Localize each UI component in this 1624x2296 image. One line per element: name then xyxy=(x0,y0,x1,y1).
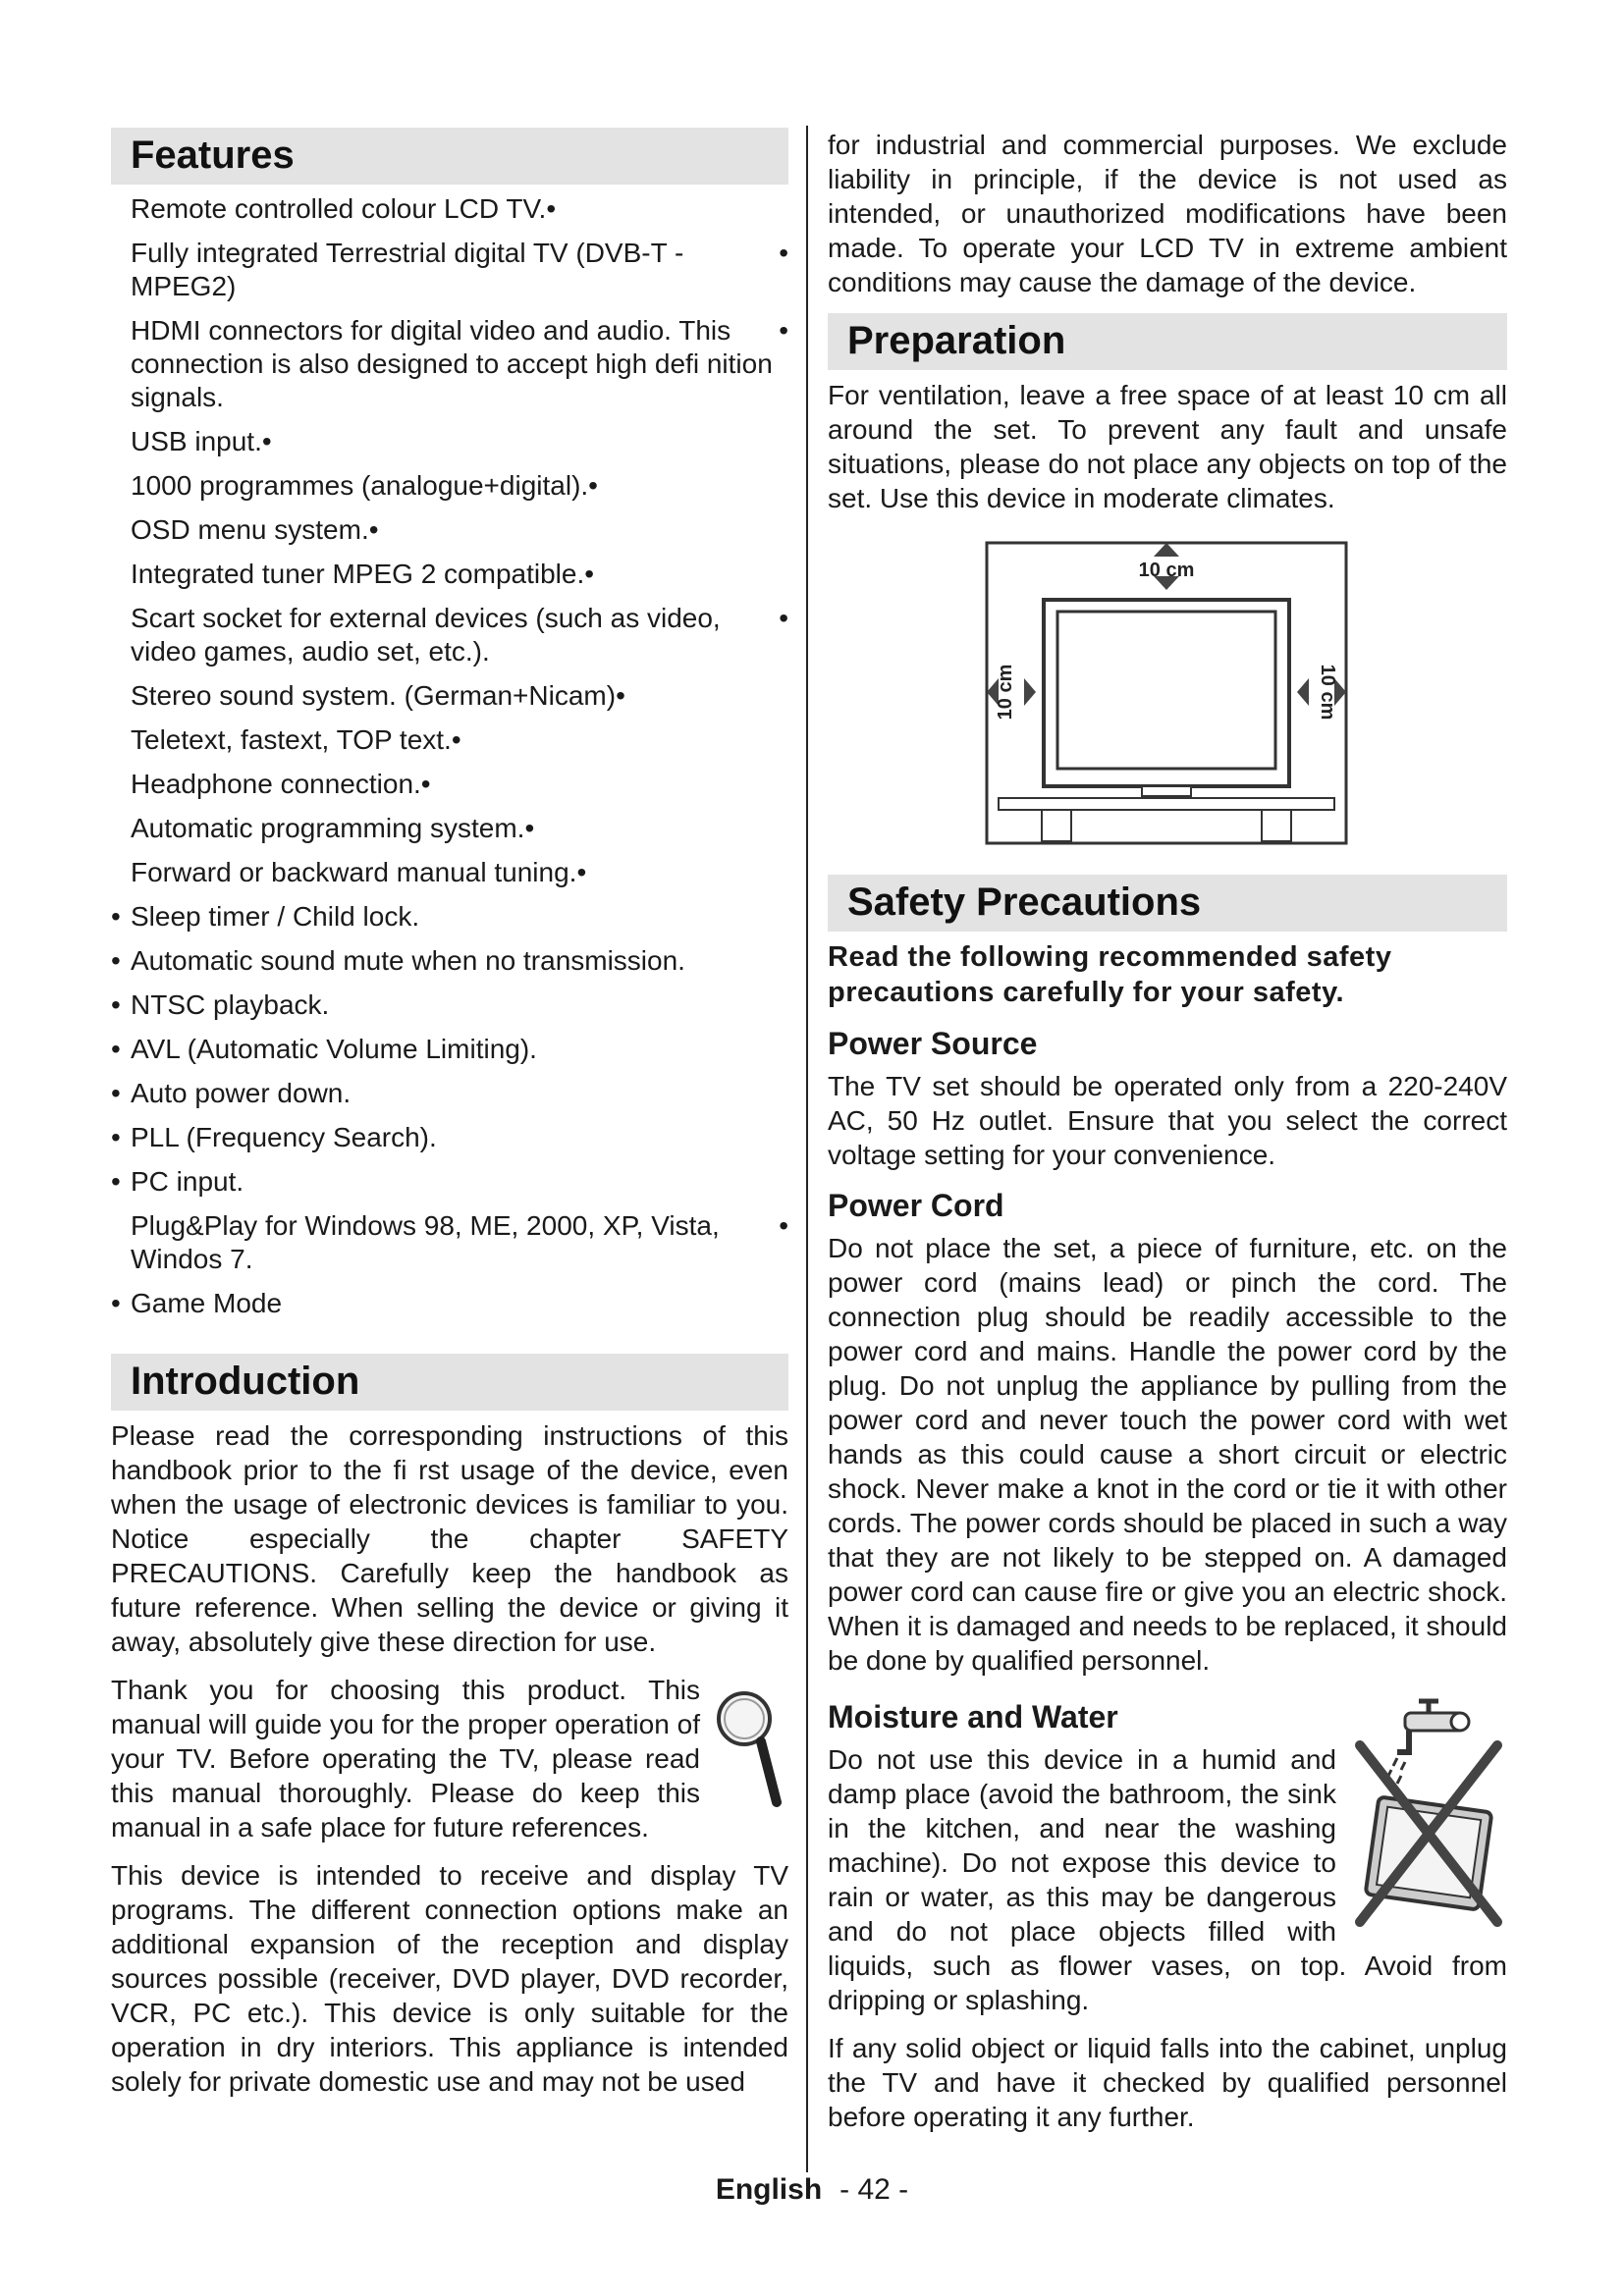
feature-item xyxy=(111,1077,788,1110)
right-column xyxy=(828,128,1507,2148)
bullet-icon: • xyxy=(779,603,788,633)
feature-item xyxy=(111,425,788,458)
feature-item-text: HDMI connectors for digital video and audio. This connection is also designed to accept high defi nition signals. xyxy=(131,315,773,412)
feature-item-text: Remote controlled colour LCD TV. xyxy=(131,193,547,224)
feature-item-text: Game Mode xyxy=(131,1288,283,1318)
introduction-paragraph-1: Please read the corresponding instructions of this handbook prior to the fi rst usage of the device, even when the usage of electronic devices is familiar to you. Notice especially the chapter SAFETY PRECAUTIONS. Carefully keep the handbook as future reference. When selling the device or giving it away, absolutely give these direction for use. xyxy=(111,1420,788,1657)
feature-item xyxy=(111,944,788,978)
feature-item xyxy=(111,1033,788,1066)
bullet-icon: • xyxy=(111,945,121,976)
bullet-icon: • xyxy=(111,989,121,1020)
feature-item xyxy=(111,513,788,547)
feature-item xyxy=(111,1121,788,1154)
feature-item-text: Plug&Play for Windows 98, ME, 2000, XP, Vista, Windos 7. xyxy=(131,1210,720,1274)
features-heading: Features xyxy=(111,128,788,185)
preparation-heading: Preparation xyxy=(828,313,1507,370)
feature-item xyxy=(111,900,788,934)
feature-item xyxy=(111,988,788,1022)
bullet-icon: • xyxy=(111,1288,121,1318)
feature-item-text: OSD menu system. xyxy=(131,514,369,545)
bullet-icon: • xyxy=(546,193,557,224)
feature-item-text: Integrated tuner MPEG 2 compatible. xyxy=(131,559,585,589)
diagram-right-label: 10 cm xyxy=(1317,664,1338,721)
bullet-icon: • xyxy=(111,901,121,932)
feature-item xyxy=(111,768,788,801)
diagram-top-label: 10 cm xyxy=(1138,560,1195,581)
feature-item xyxy=(111,558,788,591)
solid-object-text: If any solid object or liquid falls into the cabinet, unplug the TV and have it checked by qualified personnel before operating it any further. xyxy=(828,2033,1507,2132)
safety-intro: Read the following recommended safety precautions carefully for your safety. xyxy=(828,941,1392,1008)
preparation-text: For ventilation, leave a free space of at least 10 cm all around the set. To prevent any fault and unsafe situations, please do not place any objects on top of the set. Use this device in moderate climates. xyxy=(828,380,1507,513)
ventilation-diagram xyxy=(985,541,1348,845)
feature-item xyxy=(111,723,788,757)
feature-item xyxy=(111,812,788,845)
feature-item-text: PC input. xyxy=(131,1166,244,1197)
footer-page-number: - 42 - xyxy=(839,2173,909,2206)
bullet-icon: • xyxy=(779,238,788,268)
feature-item xyxy=(111,856,788,889)
bullet-icon: • xyxy=(779,315,788,346)
feature-item xyxy=(111,192,788,226)
bullet-icon: • xyxy=(451,724,461,755)
bullet-icon: • xyxy=(779,1210,788,1241)
page-footer xyxy=(0,2173,1624,2207)
feature-item-text: USB input. xyxy=(131,426,262,456)
bullet-icon: • xyxy=(111,1078,121,1108)
feature-item xyxy=(111,237,788,303)
bullet-icon: • xyxy=(584,559,595,589)
feature-item-text: 1000 programmes (analogue+digital). xyxy=(131,470,589,501)
power-cord-text: Do not place the set, a piece of furniture, etc. on the power cord (mains lead) or pinch the cord. The connection plug should be readily accessible to the power cord and mains. Handle the power cord by the plug. Do not unplug the appliance by pulling from the power cord and never touch the power cord with wet hands as this could cause a short circuit or electric shock. Never make a knot in the cord or tie it with other cords. The power cords should be placed in such a way that they are not likely to be stepped on. A damaged power cord can cause fire or give you an electric shock. When it is damaged and needs to be replaced, it should be done by qualified personnel. xyxy=(828,1233,1507,1676)
feature-item-text: Sleep timer / Child lock. xyxy=(131,901,420,932)
power-cord-heading: Power Cord xyxy=(828,1188,1004,1223)
diagram-left-label: 10 cm xyxy=(995,664,1016,721)
bullet-icon: • xyxy=(111,1166,121,1197)
bullet-icon: • xyxy=(616,680,625,711)
no-water-icon xyxy=(1350,1691,1507,1927)
feature-item xyxy=(111,1209,788,1276)
feature-item-text: Forward or backward manual tuning. xyxy=(131,857,577,887)
feature-item xyxy=(111,314,788,414)
feature-item xyxy=(111,469,788,503)
features-list xyxy=(111,192,788,1320)
power-source-text: The TV set should be operated only from a 220-240V AC, 50 Hz outlet. Ensure that you select the correct voltage setting for your convenience. xyxy=(828,1071,1507,1170)
introduction-paragraph-2-wrap xyxy=(111,1673,788,1844)
continued-paragraph: for industrial and commercial purposes. We exclude liability in principle, if the device is not used as intended, or unauthorized modifications have been made. To operate your LCD TV in extreme ambient conditions may cause the damage of the device. xyxy=(828,130,1507,297)
bullet-icon: • xyxy=(588,470,598,501)
bullet-icon: • xyxy=(111,1034,121,1064)
introduction-paragraph-3: This device is intended to receive and display TV programs. The different connection options make an additional expansion of the reception and display sources possible (receiver, DVD player, DVD recorder, VCR, PC etc.). This device is only suitable for the operation in dry interiors. This appliance is intended solely for private domestic use and may not be used xyxy=(111,1860,788,2097)
feature-item-text: Auto power down. xyxy=(131,1078,352,1108)
left-column xyxy=(111,128,788,2112)
feature-item-text: NTSC playback. xyxy=(131,989,330,1020)
safety-heading: Safety Precautions xyxy=(828,875,1507,932)
feature-item-text: Stereo sound system. (German+Nicam) xyxy=(131,680,617,711)
bullet-icon: • xyxy=(368,514,379,545)
moisture-text: Do not use this device in a humid and damp place (avoid the bathroom, the sink in the kitchen, and near the washing machine). Do not expose this device to rain or water, as this may be dangerous and do not place objects filled with liquids, such as flower vases, on top. Avoid from dripping or splashing. xyxy=(828,1744,1507,2015)
feature-item xyxy=(111,1165,788,1199)
feature-item-text: AVL (Automatic Volume Limiting). xyxy=(131,1034,537,1064)
column-divider xyxy=(806,126,808,2172)
feature-item xyxy=(111,679,788,713)
feature-item-text: PLL (Frequency Search). xyxy=(131,1122,437,1152)
bullet-icon: • xyxy=(261,426,272,456)
feature-item xyxy=(111,602,788,668)
feature-item-text: Automatic programming system. xyxy=(131,813,525,843)
feature-item-text: Headphone connection. xyxy=(131,769,421,799)
introduction-paragraph-2: Thank you for choosing this product. This manual will guide you for the proper operation of your TV. Before operating the TV, please read this manual thoroughly. Please do keep this manual in a safe place for future references. xyxy=(111,1675,700,1842)
moisture-heading: Moisture and Water xyxy=(828,1699,1118,1735)
bullet-icon: • xyxy=(524,813,535,843)
magnifier-icon xyxy=(710,1684,788,1812)
power-source-heading: Power Source xyxy=(828,1026,1038,1061)
feature-item-text: Scart socket for external devices (such as video, video games, audio set, etc.). xyxy=(131,603,721,667)
bullet-icon: • xyxy=(111,1122,121,1152)
bullet-icon: • xyxy=(420,769,431,799)
bullet-icon: • xyxy=(576,857,587,887)
footer-language: English xyxy=(715,2173,823,2206)
introduction-heading: Introduction xyxy=(111,1354,788,1411)
feature-item-text: Fully integrated Terrestrial digital TV (DVB-T - MPEG2) xyxy=(131,238,684,301)
feature-item-text: Teletext, fastext, TOP text. xyxy=(131,724,452,755)
moisture-section xyxy=(828,1691,1507,2031)
feature-item xyxy=(111,1287,788,1320)
feature-item-text: Automatic sound mute when no transmission. xyxy=(131,945,685,976)
